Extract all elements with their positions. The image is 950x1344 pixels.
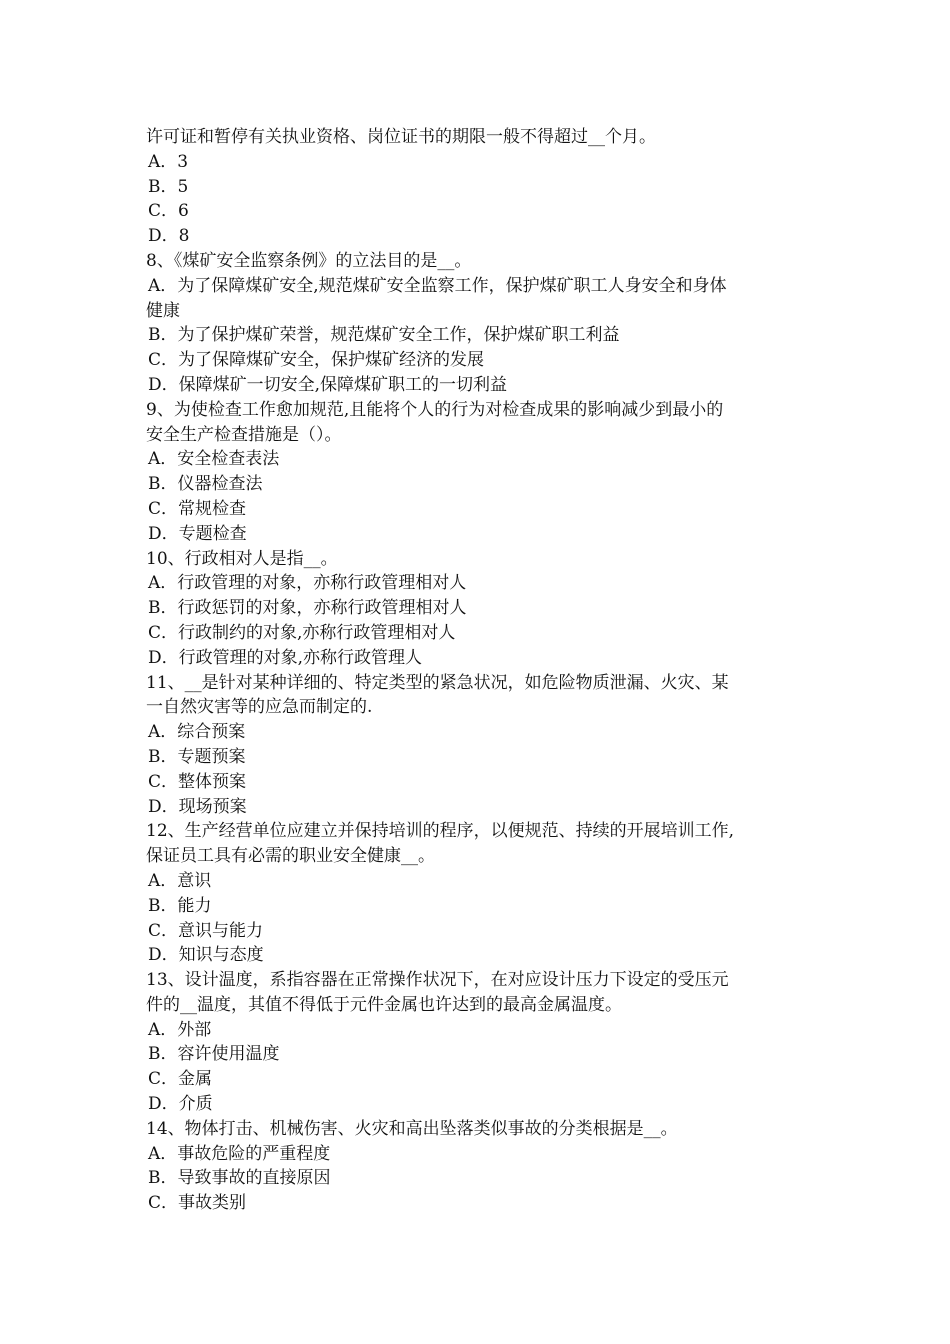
document-body — [146, 125, 818, 1216]
answer-option: B．专题预案 — [148, 746, 246, 767]
answer-option: B．导致事故的直接原因 — [148, 1168, 331, 1189]
question-text: 安全生产检查措施是（）。 — [146, 424, 342, 445]
answer-option: B．容许使用温度 — [148, 1044, 280, 1065]
answer-option: B．为了保护煤矿荣誉，规范煤矿安全工作，保护煤矿职工利益 — [148, 325, 620, 346]
answer-option: D．8 — [148, 226, 190, 247]
question-text: 9、为使检查工作愈加规范,且能将个人的行为对检查成果的影响减少到最小的 — [146, 399, 724, 420]
answer-option: C．常规检查 — [148, 498, 247, 519]
answer-option: C．6 — [148, 201, 189, 222]
answer-option: C．为了保障煤矿安全，保护煤矿经济的发展 — [148, 350, 485, 371]
question-text: 13、设计温度，系指容器在正常操作状况下，在对应设计压力下设定的受压元 — [146, 970, 729, 991]
question-text: 许可证和暂停有关执业资格、岗位证书的期限一般不得超过__个月。 — [146, 127, 656, 147]
question-text: 10、行政相对人是指__。 — [146, 548, 338, 569]
answer-option: C．事故类别 — [148, 1193, 247, 1214]
answer-option: D．知识与态度 — [148, 945, 264, 966]
answer-option: A．为了保障煤矿安全,规范煤矿安全监察工作，保护煤矿职工人身安全和身体 — [148, 275, 727, 296]
answer-option: D．行政管理的对象,亦称行政管理人 — [148, 647, 423, 668]
answer-option: A．意识 — [148, 870, 212, 891]
question-text: 14、物体打击、机械伤害、火灾和高出坠落类似事故的分类根据是__。 — [146, 1118, 678, 1139]
answer-option: A．综合预案 — [148, 722, 246, 743]
answer-option: A．3 — [148, 151, 189, 172]
answer-option: B．5 — [148, 176, 189, 197]
answer-option: A．外部 — [148, 1019, 212, 1040]
answer-option: A．行政管理的对象，亦称行政管理相对人 — [148, 573, 467, 594]
question-text: 一自然灾害等的应急而制定的. — [146, 697, 373, 718]
answer-option: D．保障煤矿一切安全,保障煤矿职工的一切利益 — [148, 374, 508, 395]
answer-option: B．能力 — [148, 895, 212, 916]
answer-option: C．金属 — [148, 1069, 213, 1090]
answer-option: B．行政惩罚的对象，亦称行政管理相对人 — [148, 598, 467, 619]
question-text: 12、生产经营单位应建立并保持培训的程序，以便规范、持续的开展培训工作, — [146, 821, 735, 842]
answer-option: C．整体预案 — [148, 771, 247, 792]
question-text: 件的__温度，其值不得低于元件金属也许达到的最高金属温度。 — [146, 994, 622, 1015]
answer-option: D．介质 — [148, 1094, 213, 1115]
question-text: 8、《煤矿安全监察条例》的立法目的是__。 — [146, 250, 472, 271]
question-text: 11、__是针对某种详细的、特定类型的紧急状况，如危险物质泄漏、火灾、某 — [146, 672, 729, 693]
question-text: 健康 — [146, 300, 180, 321]
answer-option: C．行政制约的对象,亦称行政管理相对人 — [148, 622, 456, 643]
answer-option: D．现场预案 — [148, 796, 247, 817]
answer-option: A．安全检查表法 — [148, 449, 280, 470]
answer-option: D．专题检查 — [148, 523, 247, 544]
question-text: 保证员工具有必需的职业安全健康__。 — [146, 846, 435, 867]
answer-option: B．仪器检查法 — [148, 474, 263, 495]
answer-option: C．意识与能力 — [148, 920, 264, 941]
answer-option: A．事故危险的严重程度 — [148, 1143, 331, 1164]
